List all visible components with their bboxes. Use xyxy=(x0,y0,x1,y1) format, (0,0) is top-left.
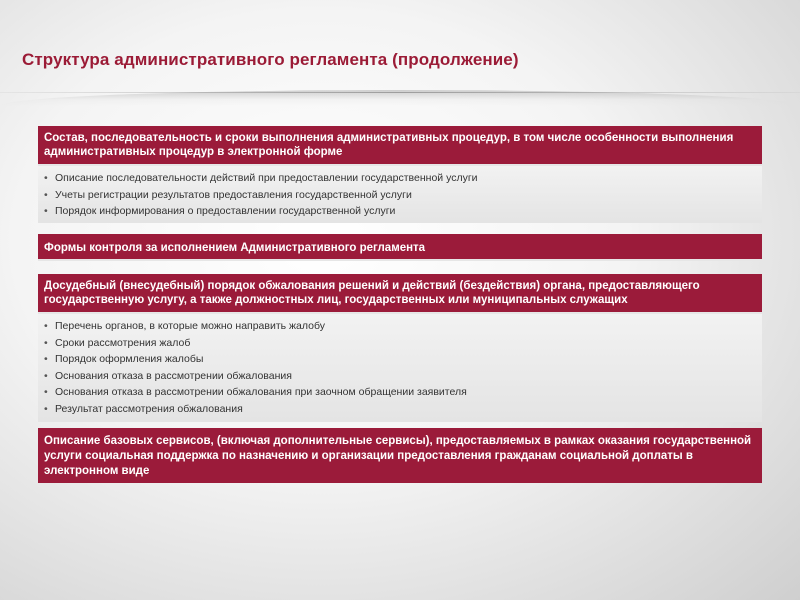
section-body xyxy=(38,314,762,422)
section-appeal xyxy=(38,274,762,422)
section-control-forms xyxy=(38,234,762,261)
bullet-icon: • xyxy=(44,369,48,382)
bullet-icon: • xyxy=(44,386,48,399)
list-item: • Порядок информирования о предоставлении государственной услуги xyxy=(44,203,756,220)
section-header: Состав, последовательность и сроки выполнения административных процедур, в том числе особенности выполнения административных процедур в электронной форме xyxy=(38,126,762,166)
list-item: • Перечень органов, в которые можно направить жалобу xyxy=(44,318,756,335)
section-header: Описание базовых сервисов, (включая дополнительные сервисы), предоставляемых в рамках оказания государственной услуги социальная поддержка по назначению и организации предоставления гражданам социальной доплаты в электронном виде xyxy=(38,428,762,483)
header-divider-line xyxy=(0,92,800,93)
bullet-icon: • xyxy=(44,320,48,332)
section-base-services xyxy=(38,428,762,483)
bullet-icon: • xyxy=(44,402,48,415)
bullet-icon: • xyxy=(44,353,48,366)
list-item: • Основания отказа в рассмотрении обжалования при заочном обращении заявителя xyxy=(44,384,756,401)
list-item: • Сроки рассмотрения жалоб xyxy=(44,335,756,352)
section-body xyxy=(38,166,762,223)
bullet-list xyxy=(44,170,756,220)
bullet-icon: • xyxy=(44,172,48,184)
bullet-list xyxy=(44,318,756,418)
list-item: • Основания отказа в рассмотрении обжалования xyxy=(44,368,756,385)
list-item: • Результат рассмотрения обжалования xyxy=(44,401,756,418)
list-item: • Учеты регистрации результатов предоставления государственной услуги xyxy=(44,187,756,204)
bullet-icon: • xyxy=(44,205,48,218)
bullet-icon: • xyxy=(44,188,48,201)
list-item: • Описание последовательности действий при предоставлении государственной услуги xyxy=(44,170,756,187)
list-item: • Порядок оформления жалобы xyxy=(44,351,756,368)
section-header: Досудебный (внесудебный) порядок обжалования решений и действий (бездействия) органа, предоставляющего государственную услугу, а также должностных лиц, государственных или муниципальных служащих xyxy=(38,274,762,314)
page-title: Структура административного регламента (продолжение) xyxy=(22,50,519,69)
section-header: Формы контроля за исполнением Административного регламента xyxy=(38,234,762,261)
bullet-icon: • xyxy=(44,336,48,349)
section-procedures xyxy=(38,126,762,223)
